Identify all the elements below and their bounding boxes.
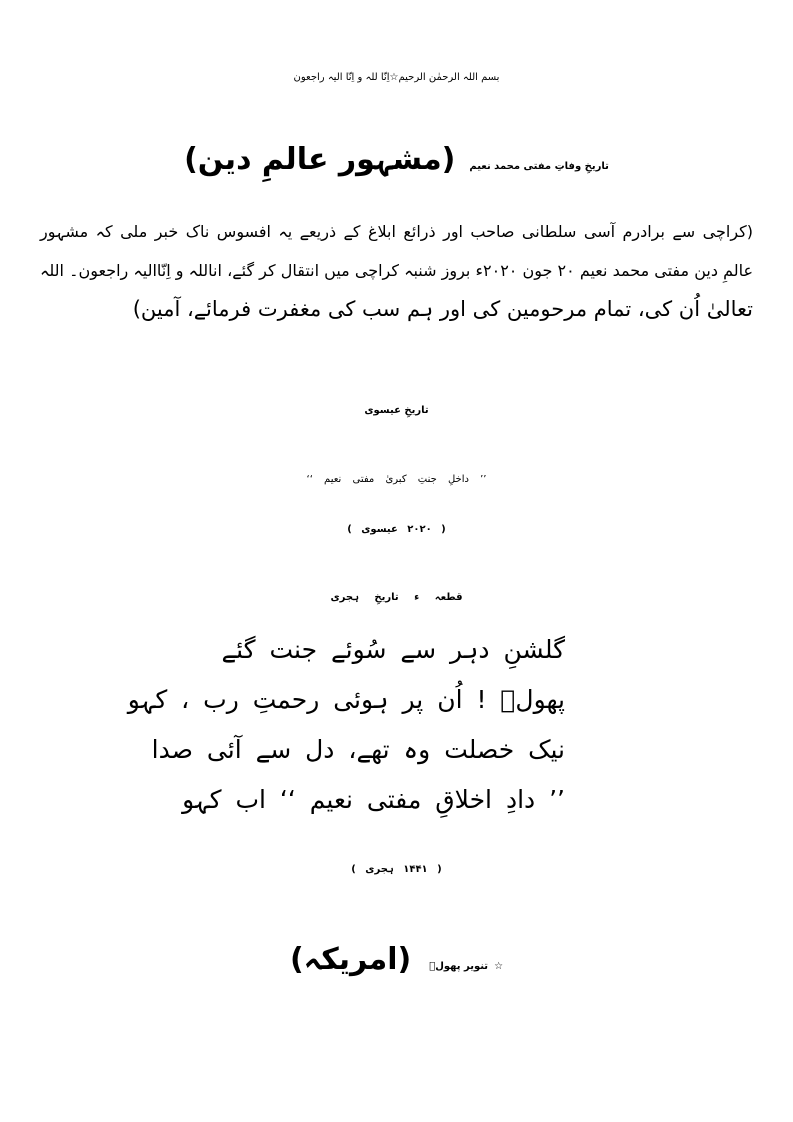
intro-line: عالمِ دین مفتی محمد نعیم ۲۰ جون ۲۰۲۰ء بروز شنبہ کراچی میں انتقال کر گئے، اناللہ و اِنّاالیہ راجعون۔ اللہ: [40, 261, 754, 280]
author-place: (امریکہ): [289, 942, 412, 977]
bismillah-line: بسم اللہ الرحمٰن الرحیم☆اِنّا للہ و اِنّا الیہ راجعون: [293, 72, 500, 83]
intro-line: تعالیٰ اُن کی، تمام مرحومین کی اور ہم سب کی مغفرت فرمائے، آمین): [132, 297, 753, 321]
star-icon: ☆: [494, 961, 504, 972]
poem-verse: نیک خصلت وہ تھے، دل سے آئی صدا: [151, 735, 565, 764]
title-subtitle: (مشہور عالمِ دین): [184, 142, 456, 177]
gregorian-chronogram: ’’ داخلِ جنتِ کبریٰ مفتی نعیم ‘‘: [306, 474, 487, 485]
intro-line: (کراچی سے برادرم آسی سلطانی صاحب اور ذرائع ابلاغ کے ذریعے یہ افسوس ناک خبر ملی کہ مشہور: [40, 222, 753, 241]
hijri-heading: قطعہ ء تاریخِ ہجری: [330, 592, 463, 603]
title-main: تاریخِ وفاتِ مفتی محمد نعیم: [469, 161, 609, 172]
hijri-year: ( ۱۴۴۱ ہجری ): [351, 864, 442, 875]
gregorian-heading: تاریخِ عیسوی: [364, 405, 429, 416]
author-signature: [0, 925, 793, 1002]
gregorian-year: ( ۲۰۲۰ عیسوی ): [347, 524, 446, 535]
hijri-poem: [127, 632, 565, 818]
intro-paragraph: [40, 212, 753, 329]
author-name: تنویر پھولؔ: [429, 961, 489, 972]
poem-verse: پھولؔ ! اُن پر ہوئی رحمتِ رب ، کہو: [127, 685, 565, 714]
poem-verse: ’’ دادِ اخلاقِ مفتی نعیم ‘‘ اب کہو: [182, 785, 565, 814]
page-title: [0, 130, 793, 197]
poem-verse: گلشنِ دہر سے سُوئے جنت گئے: [221, 635, 565, 664]
